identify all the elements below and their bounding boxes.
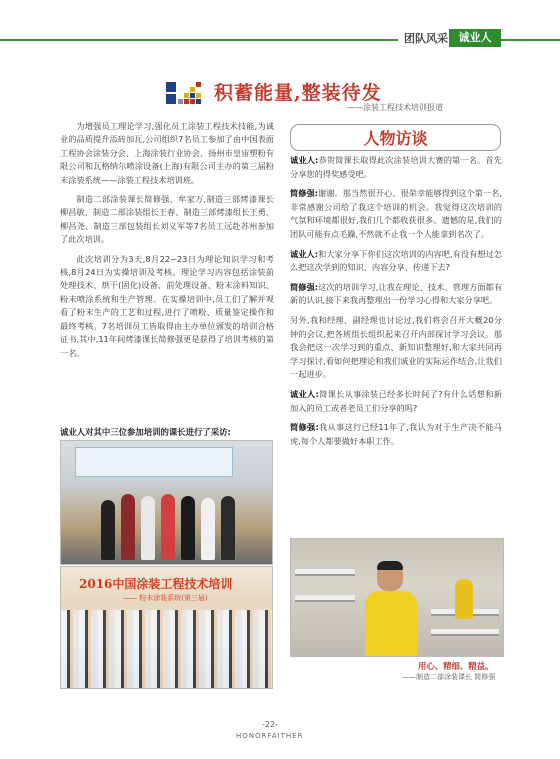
article-title: 积蓄能量,整装待发 — [214, 82, 382, 104]
exchange-text: 谢谢。那当然很开心、很荣幸能够得到这个第一名,非常感谢公司给了我这个培训的机会。我觉得这次培训的气氛和环境都很好,我们几个都收获很多。遗憾的是,我们的团队可能有点毛躁,不然就不止我一个人能拿到名次了。 — [290, 188, 503, 239]
interview-body — [290, 154, 502, 454]
footer-brand: HONORFAITHER — [236, 732, 304, 740]
exchange-text: 我从事这行已经11年了,我认为对于生产决不能马虎,每个人都要做好本职工作。 — [290, 422, 502, 446]
photo-banner — [75, 447, 233, 477]
photo-title: 2016中国涂装工程技术培训 — [79, 577, 233, 591]
column-tag: 诚业人 — [449, 29, 501, 47]
article-subtitle: ——涂装工程技术培训报道 — [347, 103, 443, 112]
article-body — [60, 120, 274, 366]
portrait-subject — [365, 561, 417, 656]
speaker-label: 诚业人: — [290, 388, 319, 399]
pull-quote: 用心、精细、精益。 — [418, 661, 494, 671]
interview-exchange — [290, 281, 502, 308]
speaker-label: 诚业人: — [290, 248, 319, 259]
article-paragraph: 为增强员工理论学习,强化员工涂装工程技术技能,为诚业的品质提升添砖加瓦,公司组织7名员工参加了由中国表面工程协会涂装分会、上海涂装行业协会、扬州市皇宙塑粉有限公司和瓦格纳尔喷涂设备(上海)有限公司主办的第三届粉末涂装系统——涂装工程技术培训班。 — [60, 121, 274, 185]
article-paragraph: 此次培训分为3天,8月22~23日为理论知识学习和考核,8月24日为实操培训及考核。理论学习内容包括涂装前处理技术、烘干(固化)设备、前处理设备、粉末涂料知识、粉末喷涂系统和生产管理。在实操培训中,员工们了解并观看了粉末生产的工艺和过程,进行了喷粉、质量鉴定操作和最终考核。7名培训员工皆取得由主办单位颁发的培训合格证书,其中,11年间烤漆课长简修强更是获得了培训考核的第一名。 — [60, 253, 274, 358]
portrait-photo — [290, 538, 504, 657]
interview-exchange — [290, 388, 502, 415]
interview-heading: 人物访谈 — [363, 129, 428, 148]
interview-exchange — [290, 248, 502, 275]
interview-exchange — [290, 187, 502, 241]
quote-credit: ——制造二部涂装课长 简修强 — [402, 673, 496, 681]
interview-caption: 诚业人对其中三位参加培训的课长进行了采访: — [60, 427, 231, 437]
section-label: 团队风采 — [398, 30, 454, 46]
exchange-text: 和大家分享下你们这次培训的内容吧,有没有想过怎么把这次学到的知识、内容分享、传递下去? — [290, 248, 503, 273]
speaker-label: 简修强: — [290, 281, 319, 292]
exchange-text: 另外,我和经理、副经理也讨论过,我们将会召开大概20分钟的会议,把各班组长组织起来召开内部探讨学习会议。那我会把这一次学习到的重点、新知识整理好,和大家共同再学习探讨,看如何把理论和我们诚业的实际运作结合,让我们一起进步。 — [290, 314, 502, 380]
exchange-text: 简课长从事涂装已经多长时间了?有什么话想和新加入的员工或者老员工们分享的吗? — [290, 388, 502, 413]
group-photo — [60, 566, 273, 689]
photo-crowd — [61, 610, 272, 688]
article-paragraph: 制造二部涂装课长简修强、牟家万,制造三部烤漆课长柳昌敏、制造二部涂装组长王春、制造三部烤漆组长王勇、柳昌尧、制造三部包装组长刘义军等7名员工远赴苏州参加了此次培训。 — [60, 194, 274, 245]
page-number: -22- — [262, 720, 278, 729]
interview-exchange — [290, 314, 502, 382]
speaker-label: 简修强: — [290, 188, 319, 199]
interview-exchange — [290, 154, 502, 181]
pixel-logo-icon — [166, 82, 202, 104]
trainees-photo — [60, 440, 273, 565]
exchange-text: 这次的培训学习,让我在理论、技术、管理方面都有新的认识,接下来我再整理出一份学习心得和大家分享吧。 — [290, 281, 503, 306]
speaker-label: 诚业人: — [290, 155, 319, 165]
photo-subtitle: —— 粉末涂装系统(第三届) — [123, 594, 208, 602]
exchange-text: 恭贺简课长取得此次涂装培训大赛的第一名。首先分享您的得奖感受吧。 — [290, 155, 502, 179]
background-worker — [455, 579, 473, 619]
speaker-label: 简修强: — [290, 422, 319, 433]
interview-exchange — [290, 421, 502, 448]
